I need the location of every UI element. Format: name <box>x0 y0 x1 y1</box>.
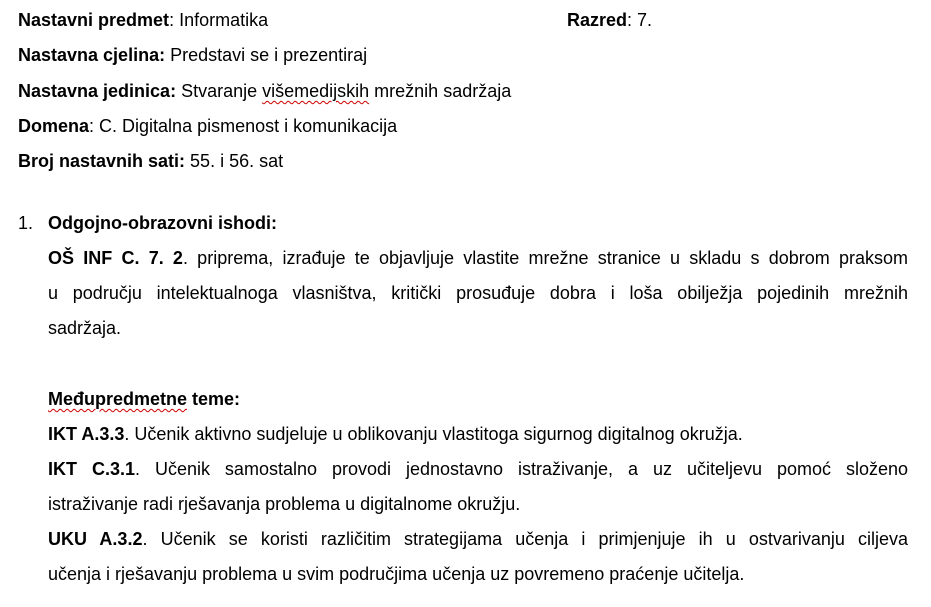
outcome-line-3: sadržaja. <box>48 318 122 338</box>
unit-line <box>18 44 367 66</box>
lesson-value-pre: Stvaranje <box>176 81 263 101</box>
grade-label: Razred <box>567 10 628 30</box>
colon: : <box>169 10 175 30</box>
cross-item-code: IKT C.3.1 <box>48 459 135 479</box>
lesson-label: Nastavna jedinica <box>18 81 171 101</box>
lesson-value-misspelled[interactable]: višemedijskih <box>262 81 370 101</box>
colon: : <box>627 10 633 30</box>
section-number: 1. <box>18 213 34 233</box>
hours-value: 55. i 56. sat <box>185 151 284 171</box>
outcome-text-1: . priprema, izrađuje te objavljuje vlastite mrežne stranice u skladu s dobrom praksom <box>182 248 909 268</box>
domain-label: Domena <box>18 116 90 136</box>
cross-item-code: UKU A.3.2 <box>48 529 143 549</box>
outcome-line-2: u području intelektualnoga vlasništva, kritički prosuđuje dobra i loša obilježja pojedinih mrežnih <box>48 283 908 303</box>
colon: : <box>170 81 177 101</box>
colon: : <box>89 116 95 136</box>
cross-item-1 <box>48 423 743 445</box>
colon: : <box>179 151 186 171</box>
lesson-line <box>18 80 511 102</box>
domain-line <box>18 115 397 137</box>
outcome-line-1 <box>48 247 908 269</box>
grade-value: 7. <box>632 10 653 30</box>
subject-label: Nastavni predmet <box>18 10 170 30</box>
cross-item-3-line-2: učenja i rješavanju problema u svim područjima učenja uz povremeno praćenje učitelja. <box>48 564 745 584</box>
unit-value: Predstavi se i prezentiraj <box>165 45 368 65</box>
unit-label: Nastavna cjelina <box>18 45 160 65</box>
cross-item-2-line-1 <box>48 458 908 480</box>
outcome-code: OŠ INF C. 7. 2 <box>48 248 183 268</box>
section-title <box>48 212 277 234</box>
cross-title-rest: teme: <box>187 389 241 409</box>
cross-item-code: IKT A.3.3 <box>48 424 125 444</box>
colon: : <box>159 45 166 65</box>
domain-value: C. Digitalna pismenost i komunikacija <box>94 116 398 136</box>
hours-label: Broj nastavnih sati <box>18 151 180 171</box>
cross-title-misspelled[interactable]: Međupredmetne <box>48 389 188 409</box>
hours-line <box>18 150 283 172</box>
subject-line <box>18 9 268 31</box>
cross-item-3-line-1 <box>48 528 908 550</box>
cross-item-text: . Učenik aktivno sudjeluje u oblikovanju vlastitoga sigurnog digitalnog okružja. <box>124 424 743 444</box>
section-title-text: Odgojno-obrazovni ishodi: <box>48 213 277 233</box>
lesson-value-post: mrežnih sadržaja <box>369 81 512 101</box>
cross-item-2-line-2: istraživanje radi rješavanja problema u digitalnome okružju. <box>48 494 521 514</box>
subject-value: Informatika <box>174 10 269 30</box>
cross-item-text: . Učenik se koristi različitim strategijama učenja i primjenjuje ih u ostvarivanju ciljeva <box>142 529 909 549</box>
grade-line <box>567 9 652 31</box>
cross-title <box>48 388 240 410</box>
cross-item-text: . Učenik samostalno provodi jednostavno istraživanje, a uz učiteljevu pomoć složeno <box>134 459 908 479</box>
